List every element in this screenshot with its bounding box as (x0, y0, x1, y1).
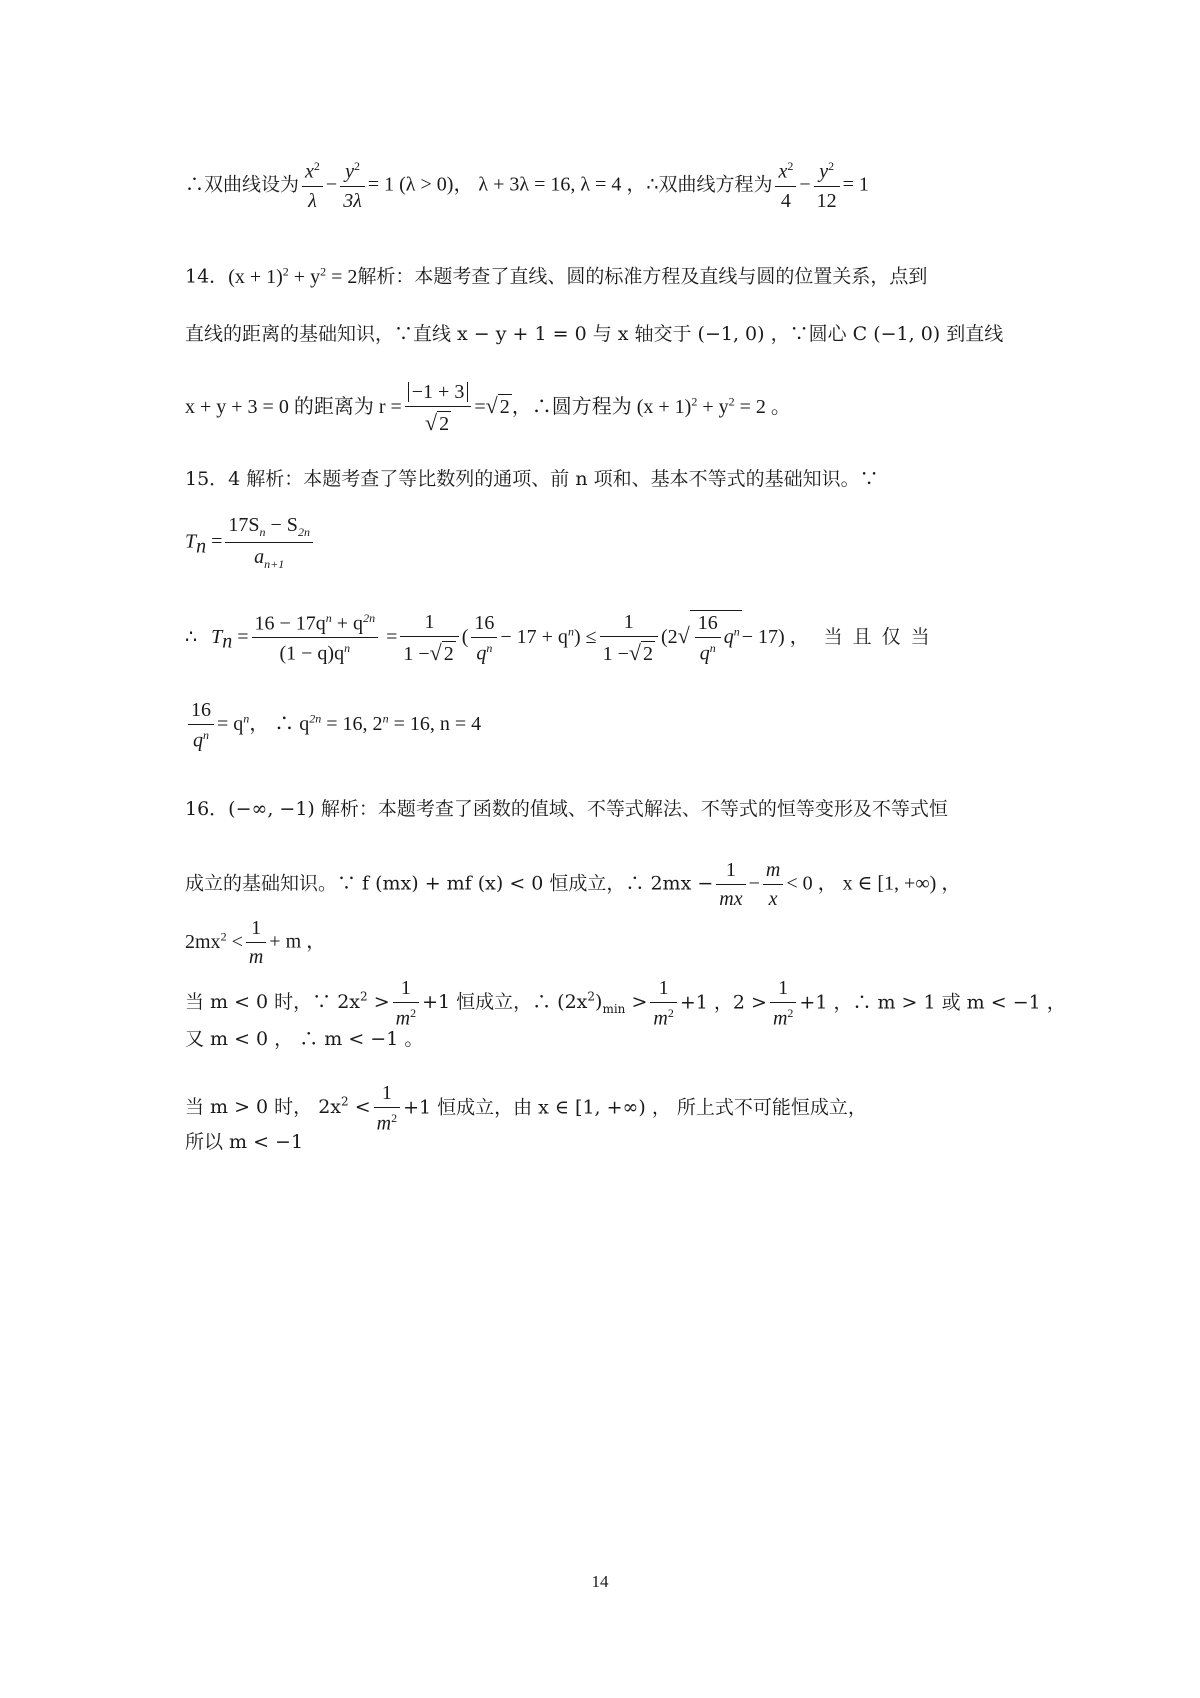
fraction: $\frac{1}{m}$ (246, 918, 266, 967)
fraction: $\frac{1}{m^2}$ (770, 978, 796, 1029)
fraction: $\frac{1}{m^2}$ (650, 978, 676, 1029)
fraction: $\frac{16}{q^n}$ (695, 613, 721, 664)
p14-line1: 14．$(x + 1)^2 + y^2 = 2$解析：本题考查了直线、圆的标准方程及直线与圆的位置关系，点到 (185, 264, 928, 288)
math-text: ， λ + 3λ = 16, λ = 4 ， (453, 173, 647, 196)
fraction: $\frac{1}{m^2}$ (374, 1083, 400, 1134)
p16-line2: 成立的基础知识。∵ f (mx) + mf (x) < 0 恒成立，∴ 2mx − $\frac{1}{mx}$ − $\frac{m}{x}$ < 0 ， x ∈ [1, +∞) ， (185, 859, 962, 910)
fraction: $\frac{1}{mx}$ (716, 860, 745, 909)
fraction: $\frac{x^2}{4}$ (775, 160, 796, 211)
p16-line5: 又 m < 0 ， ∴ m < −1 。 (185, 1028, 424, 1050)
math-text: = 1 (λ > 0) (367, 173, 454, 196)
fraction: $\frac{-1 + 3}{√ 2}$ (405, 382, 472, 434)
p14-line2: 直线的距离的基础知识，∵直线 x − y + 1 = 0 与 x 轴交于 (−1, 0) ，∵圆心 C (−1, 0) 到直线 (185, 323, 1004, 345)
p16-line6: 当 m > 0 时， $2x^2$ < $\frac{1}{m^2}$ +1 恒成立，由 x ∈ [1, +∞) ， 所上式不可能恒成立， (185, 1082, 867, 1135)
p13-lead: ∴双曲线设为 (185, 173, 300, 196)
p15-line2: $T_n$ = $\frac{17S_n - S_{2n}}{a_{n+1}}$ (185, 515, 316, 570)
p13-lead2: ∴双曲线方程为 (646, 173, 773, 196)
p16-line3: $2mx^2$ < $\frac{1}{m}$ + m ， (185, 917, 327, 968)
fraction: $\frac{1}{1 -√ 2}$ (600, 612, 658, 664)
fraction: $\frac{1}{1 -√ 2}$ (400, 612, 458, 664)
fraction: $\frac{17S_n - S_{2n}}{a_{n+1}}$ (225, 515, 313, 570)
p13-line: ∴双曲线设为 $\frac{x^2}{\lambda}$ − $\frac{y^2}{3\lambda}$ = 1 (λ > 0)， λ + 3λ = 16, λ = 4 ，∴双曲线方程为 $\frac{x^2}{4}$ − $\frac{y^2}{12}$ = 1 (185, 159, 869, 212)
p15-line4: $\frac{16}{q^n}$ = $q^n$， ∴ $q^{2n} = 16$, $2^n = 16$, n = 4 (185, 700, 481, 751)
p14-line3: x + y + 3 = 0 的距离为 r = $\frac{-1 + 3}{√ 2}$ =√ 2 ，∴圆方程为 $(x + 1)^2 + y^2 = 2$ 。 (185, 381, 791, 435)
p16-line1: 16．(−∞, −1) 解析：本题考查了函数的值域、不等式解法、不等式的恒等变形及不等式恒 (185, 798, 948, 820)
p16-line4: 当 m < 0 时，∵ $2x^2$ > $\frac{1}{m^2}$ +1 恒成立，∴ $(2x^2)_{min}$ > $\frac{1}{m^2}$ +1 ，2 > $\frac{1}{m^2}$ +1 ，∴ m > 1 或 m < −1 ， (185, 977, 1066, 1030)
p15-line1: 15．4 解析：本题考查了等比数列的通项、前 n 项和、基本不等式的基础知识。∵ (185, 468, 879, 490)
fraction: $\frac{x^2}{\lambda}$ (302, 160, 323, 211)
fraction: $\frac{y^2}{3\lambda}$ (340, 160, 365, 211)
fraction: $\frac{16}{q^n}$ (188, 700, 214, 751)
p15-line3: ∴ $T_n$ = $\frac{16 - 17q^n + q^{2n}}{(1 - q)q^n}$ = $\frac{1}{1 -√ 2}$ ( $\frac{16}{q^n}$ − $17 + q^n$) ≤ $\frac{1}{1 -√ 2}$ (2√ $\frac{16}{q^n}$ $q^n - 17$) ， 当且仅当 (185, 610, 940, 666)
fraction: $\frac{y^2}{12}$ (814, 160, 840, 211)
page-number: 14 (591, 1572, 609, 1591)
fraction: $\frac{1}{m^2}$ (393, 978, 419, 1029)
p16-line7: 所以 m < −1 (185, 1131, 304, 1153)
fraction: $\frac{16}{q^n}$ (471, 613, 497, 664)
fraction: $\frac{16 - 17q^n + q^{2n}}{(1 - q)q^n}$ (252, 612, 379, 664)
fraction: $\frac{m}{x}$ (763, 860, 783, 909)
